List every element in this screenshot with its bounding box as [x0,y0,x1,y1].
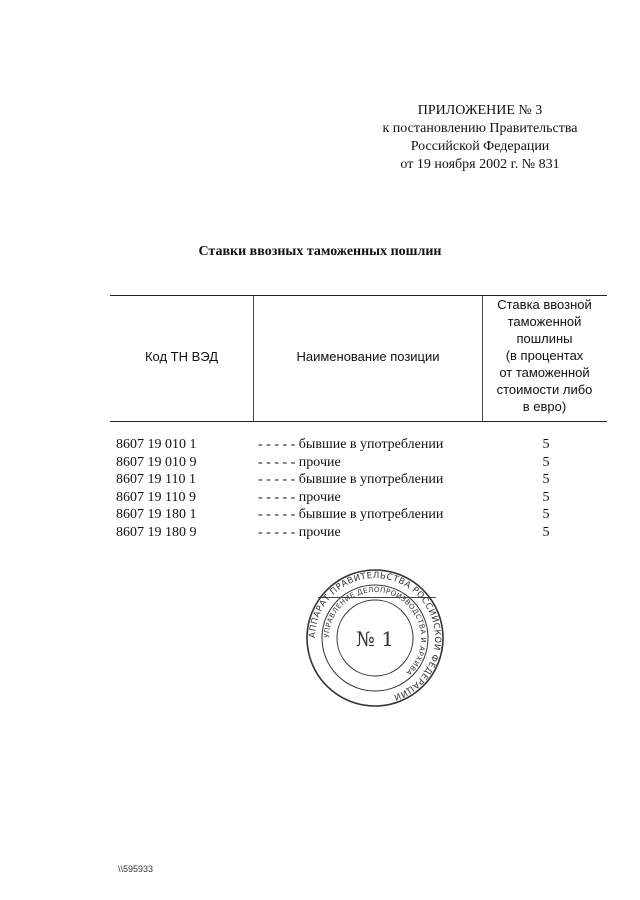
table-header-bottom-rule [110,421,607,422]
table-row [116,506,607,524]
header-rate-line: в евро) [522,399,567,414]
annex-block [360,102,600,174]
document-title: Ставки ввозных таможенных пошлин [198,244,442,259]
header-code: Код ТН ВЭД [144,349,219,364]
row-name: - - - - - бывшие в употреблении [258,472,444,488]
header-rate [482,296,607,415]
header-rate-line: пошлины [516,331,573,346]
row-rate: 5 [542,437,550,452]
table-row [116,524,607,542]
row-name: - - - - - бывшие в употреблении [258,507,444,523]
table-body [116,436,607,542]
annex-line-2: к постановлению Правительства [382,121,578,136]
row-rate: 5 [542,472,550,488]
row-name: - - - - - прочие [258,489,341,505]
document-id: \\595933 [118,864,154,874]
row-code: 8607 19 110 1 [116,472,196,488]
table-row [116,454,607,472]
annex-title: ПРИЛОЖЕНИЕ № 3 [417,103,543,118]
row-code: 8607 19 180 9 [116,524,197,540]
seal-inner-text: УПРАВЛЕНИЕ ДЕЛОПРОИЗВОДСТВА И АРХИВА [322,585,428,677]
header-rate-line: стоимости либо [496,382,593,397]
row-code: 8607 19 010 9 [116,454,197,470]
row-rate: 5 [542,489,550,505]
annex-line-3: Российской Федерации [410,139,550,154]
row-rate: 5 [542,454,550,470]
header-rate-line: (в процентах [505,348,584,363]
row-code: 8607 19 110 9 [116,489,196,505]
header-rate-line: от таможенной [499,365,590,380]
seal-number: № 1 [355,627,395,651]
table-row [116,436,607,454]
table-row [116,471,607,489]
row-rate: 5 [542,507,550,523]
row-code: 8607 19 180 1 [116,507,197,523]
row-code: 8607 19 010 1 [116,437,197,452]
row-rate: 5 [542,524,550,540]
annex-line-4: от 19 ноября 2002 г. № 831 [400,157,560,172]
official-seal [305,568,445,708]
header-name: Наименование позиции [296,349,440,364]
row-name: - - - - - прочие [258,454,341,470]
seal-outer-text: АППАРАТ ПРАВИТЕЛЬСТВА РОССИЙСКОЙ ФЕДЕРАЦИИ [307,570,443,702]
header-rate-line: таможенной [507,314,582,329]
header-rate-line: Ставка ввозной [497,297,592,312]
table-row [116,489,607,507]
row-name: - - - - - прочие [258,524,341,540]
row-name: - - - - - бывшие в употреблении [258,437,444,452]
